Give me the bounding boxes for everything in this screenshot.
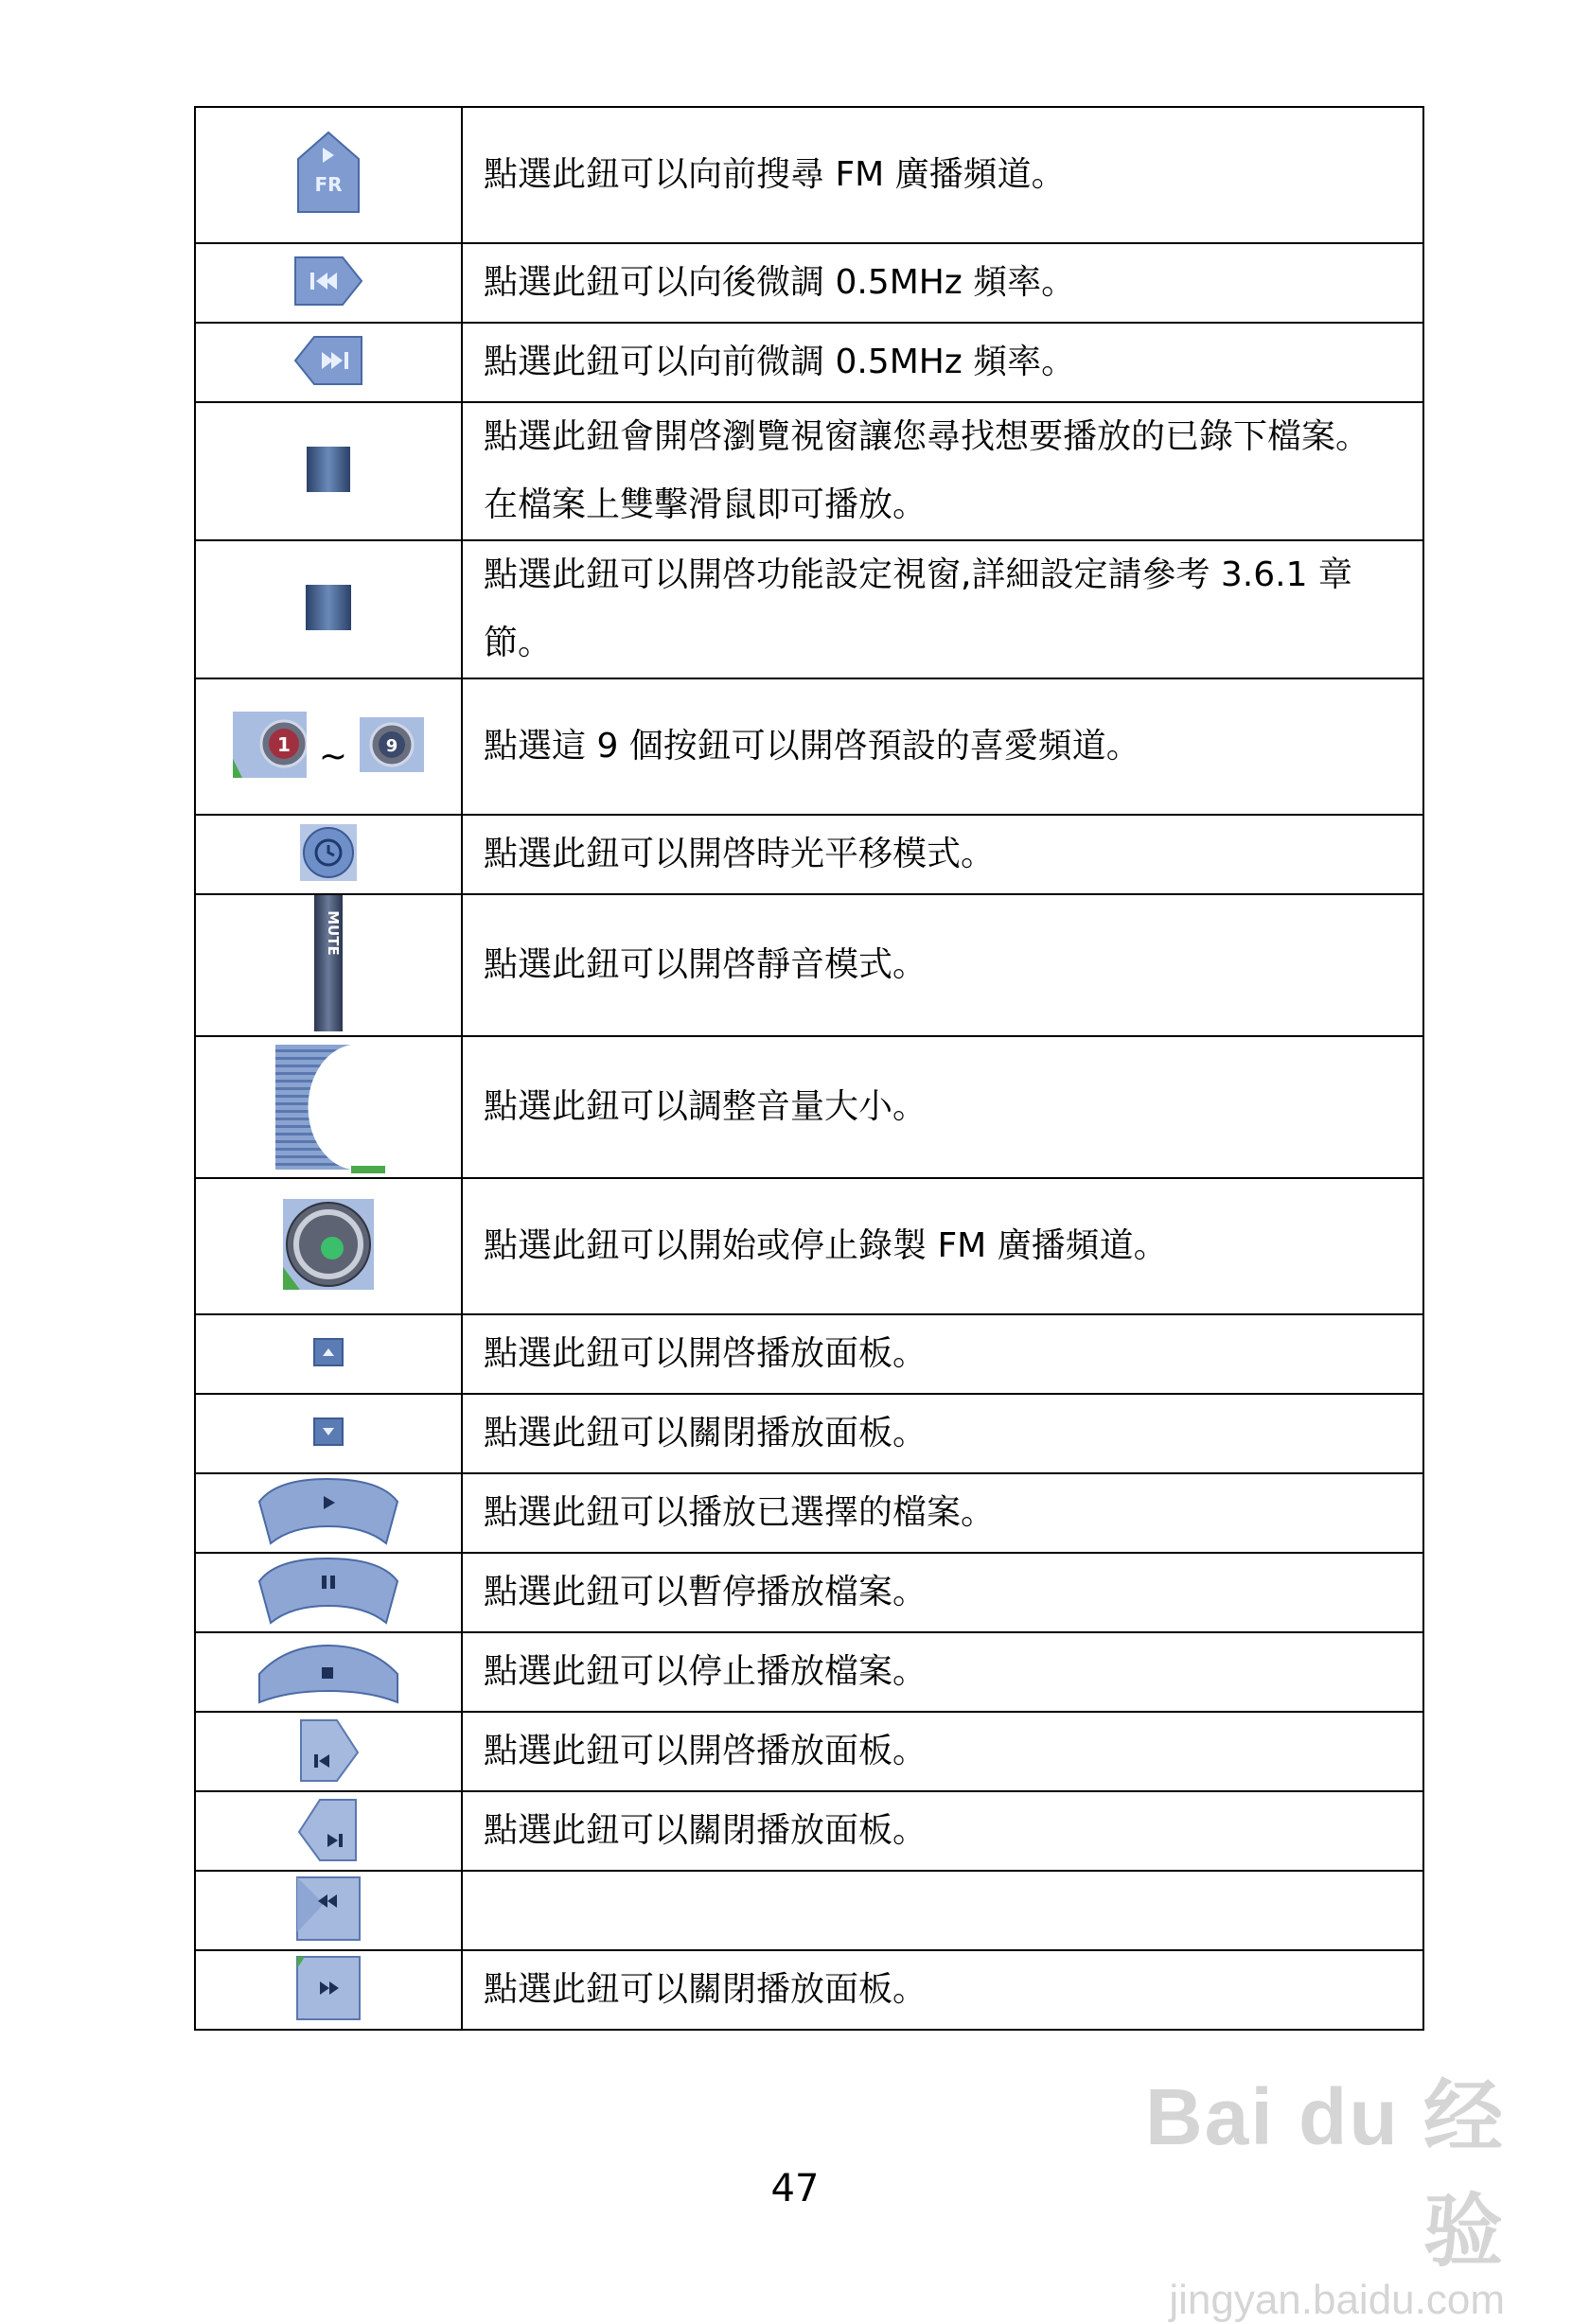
page-number: 47	[770, 2167, 820, 2210]
icon-cell	[195, 1632, 462, 1712]
description-cell: 點選此鈕可以開始或停止錄製 FM 廣播頻道。	[462, 1178, 1423, 1314]
record-button-icon	[283, 1199, 374, 1294]
description-cell: 點選此鈕可以開啓時光平移模式。	[462, 815, 1423, 894]
description-cell: 點選這 9 個按鈕可以開啓預設的喜愛頻道。	[462, 678, 1423, 815]
fast-forward-icon	[295, 1955, 362, 2025]
icon-cell	[195, 1314, 462, 1394]
icon-cell	[195, 1791, 462, 1871]
icon-cell	[195, 1394, 462, 1473]
previous-track-icon	[295, 1717, 362, 1787]
icon-cell	[195, 540, 462, 678]
next-track-icon	[295, 1796, 362, 1866]
icon-cell	[195, 894, 462, 1036]
icon-cell	[195, 1950, 462, 2030]
description-cell: 點選此鈕可以關閉播放面板。	[462, 1950, 1423, 2030]
description-cell: 點選此鈕可以暫停播放檔案。	[462, 1553, 1423, 1632]
description-cell: 點選此鈕可以開啓靜音模式。	[462, 894, 1423, 1036]
table-row	[195, 1314, 1423, 1394]
open-panel-icon	[313, 1338, 344, 1370]
table-row	[195, 402, 1423, 540]
watermark-url: jingyan.baidu.com	[1169, 2277, 1505, 2323]
table-row	[195, 894, 1423, 1036]
browse-recordings-icon	[307, 447, 350, 496]
svg-text:9: 9	[385, 736, 398, 756]
table-row	[195, 1178, 1423, 1314]
icon-cell	[195, 1871, 462, 1950]
icon-cell	[195, 1473, 462, 1553]
description-cell: 點選此鈕可以開啓功能設定視窗,詳細設定請參考 3.6.1 章節。	[462, 540, 1423, 678]
table-row	[195, 1632, 1423, 1712]
table-row	[195, 1712, 1423, 1791]
table-row	[195, 323, 1423, 402]
description-cell: 點選此鈕可以停止播放檔案。	[462, 1632, 1423, 1712]
icon-cell	[195, 1178, 462, 1314]
description-cell: 點選此鈕可以關閉播放面板。	[462, 1791, 1423, 1871]
watermark-brand: Bai du 经验	[1144, 2072, 1505, 2276]
icon-cell	[195, 107, 462, 243]
description-cell	[462, 1871, 1423, 1950]
volume-slider-icon	[270, 1037, 387, 1177]
icon-cell	[195, 1036, 462, 1178]
table-row	[195, 815, 1423, 894]
forward-seek-fm-icon	[291, 131, 366, 220]
stop-icon	[257, 1636, 399, 1708]
description-cell: 點選此鈕可以播放已選擇的檔案。	[462, 1473, 1423, 1553]
description-cell: 點選此鈕可以關閉播放面板。	[462, 1394, 1423, 1473]
table-row	[195, 243, 1423, 323]
preset-range-tilde: ~	[318, 736, 348, 776]
table-row	[195, 1871, 1423, 1950]
icon-cell	[195, 815, 462, 894]
icon-cell	[195, 1553, 462, 1632]
icon-cell	[195, 323, 462, 402]
description-cell: 點選此鈕可以向前搜尋 FM 廣播頻道。	[462, 107, 1423, 243]
icon-cell	[195, 678, 462, 815]
icon-cell	[195, 1712, 462, 1791]
table-row	[195, 678, 1423, 815]
fine-tune-back-icon	[293, 254, 363, 312]
description-cell: 點選此鈕可以向前微調 0.5MHz 頻率。	[462, 323, 1423, 402]
description-cell: 點選此鈕可以開啓播放面板。	[462, 1314, 1423, 1394]
table-row	[195, 107, 1423, 243]
close-panel-icon	[313, 1417, 344, 1450]
description-cell: 點選此鈕可以調整音量大小。	[462, 1036, 1423, 1178]
pause-icon	[257, 1557, 399, 1629]
svg-text:1: 1	[276, 733, 291, 756]
icon-cell	[195, 243, 462, 323]
fine-tune-forward-icon	[293, 333, 363, 392]
description-cell: 點選此鈕會開啓瀏覽視窗讓您尋找想要播放的已錄下檔案。在檔案上雙擊滑鼠即可播放。	[462, 402, 1423, 540]
table-row	[195, 1473, 1423, 1553]
table-row	[195, 1394, 1423, 1473]
play-icon	[257, 1477, 399, 1549]
table-row	[195, 540, 1423, 678]
description-cell: 點選此鈕可以開啓播放面板。	[462, 1712, 1423, 1791]
table-row	[195, 1791, 1423, 1871]
svg-text:MUTE: MUTE	[325, 910, 342, 956]
svg-text:FR: FR	[314, 173, 343, 196]
table-row	[195, 1036, 1423, 1178]
table-row	[195, 1553, 1423, 1632]
button-reference-table	[194, 106, 1424, 2031]
preset-channel-1-icon	[233, 712, 307, 782]
settings-window-icon	[306, 585, 351, 634]
preset-channel-9-icon	[360, 717, 424, 776]
icon-cell	[195, 402, 462, 540]
mute-button-icon	[312, 895, 344, 1035]
description-cell: 點選此鈕可以向後微調 0.5MHz 頻率。	[462, 243, 1423, 323]
table-row	[195, 1950, 1423, 2030]
timeshift-clock-icon	[300, 824, 357, 885]
rewind-icon	[295, 1875, 362, 1945]
